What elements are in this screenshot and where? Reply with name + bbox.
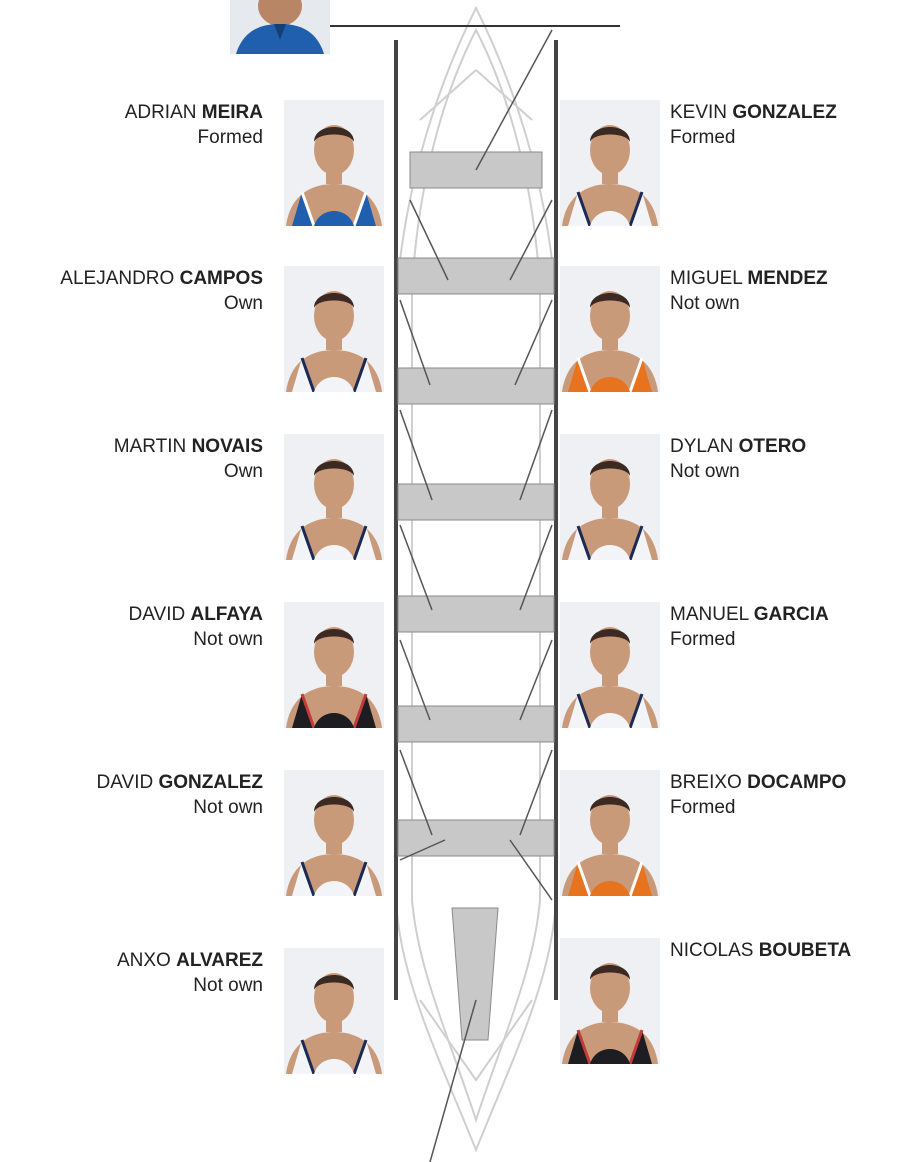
port-rower-photo-3 [284,434,384,560]
rower-last-name: MEIRA [201,102,263,123]
port-rower-label-3 [114,434,263,484]
coxswain-photo [230,0,330,54]
starboard-rower-label-3 [670,434,806,484]
rower-first-name: ADRIAN [124,102,197,123]
bench-6 [398,706,554,742]
port-rower-label-2 [60,266,263,316]
rower-name [129,602,263,627]
rower-first-name: BREIXO [670,772,742,793]
starboard-rower-photo-3 [560,434,660,560]
rower-status: Not own [193,975,263,996]
rower-first-name: MANUEL [670,604,749,625]
rower-last-name: GARCIA [753,604,829,625]
rower-last-name: DOCAMPO [747,772,847,793]
port-rower-label-1 [125,100,263,150]
rower-status: Not own [193,629,263,650]
rower-first-name: NICOLAS [670,940,754,961]
rower-status: Own [223,461,263,482]
port-rower-photo-6 [284,948,384,1074]
benches [398,152,554,1040]
rower-name [670,100,837,125]
rower-first-name: ANXO [116,950,171,971]
port-rower-label-5 [97,770,263,820]
rower-first-name: KEVIN [670,102,728,123]
starboard-rower-photo-4 [560,602,660,728]
rower-first-name: MIGUEL [670,268,743,289]
rower-name [60,266,263,291]
rower-status: Formed [670,797,736,818]
rower-status: Formed [670,127,736,148]
port-rower-photo-2 [284,266,384,392]
port-rower-label-4 [129,602,263,652]
rower-name [670,602,829,627]
rower-status: Not own [670,461,740,482]
rower-name [117,948,263,973]
bench-2 [398,258,554,294]
rower-status: Formed [197,127,263,148]
starboard-rower-photo-5 [560,770,660,896]
rower-last-name: MENDEZ [747,268,828,289]
rower-status: Own [223,293,263,314]
rower-name [114,434,263,459]
rower-last-name: GONZALEZ [732,102,837,123]
rower-last-name: ALVAREZ [176,950,263,971]
rower-last-name: CAMPOS [179,268,263,289]
rower-status: Not own [193,797,263,818]
rower-first-name: DYLAN [670,436,734,457]
rower-first-name: DAVID [128,604,186,625]
starboard-rower-label-6 [670,938,851,963]
starboard-rower-photo-1 [560,100,660,226]
rower-last-name: NOVAIS [191,436,263,457]
port-rower-photo-4 [284,602,384,728]
rower-last-name: OTERO [738,436,807,457]
bench-4 [398,484,554,520]
rower-first-name: MARTIN [113,436,187,457]
rower-name [97,770,263,795]
starboard-rower-label-2 [670,266,828,316]
stern-seat [452,908,498,1040]
starboard-rower-label-5 [670,770,846,820]
port-rower-label-6 [117,948,263,998]
rower-last-name: GONZALEZ [158,772,263,793]
rower-name [670,938,851,963]
rower-last-name: BOUBETA [758,940,852,961]
port-rower-photo-5 [284,770,384,896]
starboard-rower-label-1 [670,100,837,150]
rower-status: Not own [670,293,740,314]
rower-status: Formed [670,629,736,650]
rower-first-name: ALEJANDRO [60,268,175,289]
rower-name [670,770,846,795]
starboard-rower-photo-2 [560,266,660,392]
rower-first-name: DAVID [96,772,154,793]
bench-5 [398,596,554,632]
rower-name [670,266,828,291]
rower-name [670,434,806,459]
rower-last-name: ALFAYA [190,604,263,625]
starboard-rower-label-4 [670,602,829,652]
starboard-rower-photo-6 [560,938,660,1064]
port-rower-photo-1 [284,100,384,226]
bench-3 [398,368,554,404]
rower-name [125,100,263,125]
